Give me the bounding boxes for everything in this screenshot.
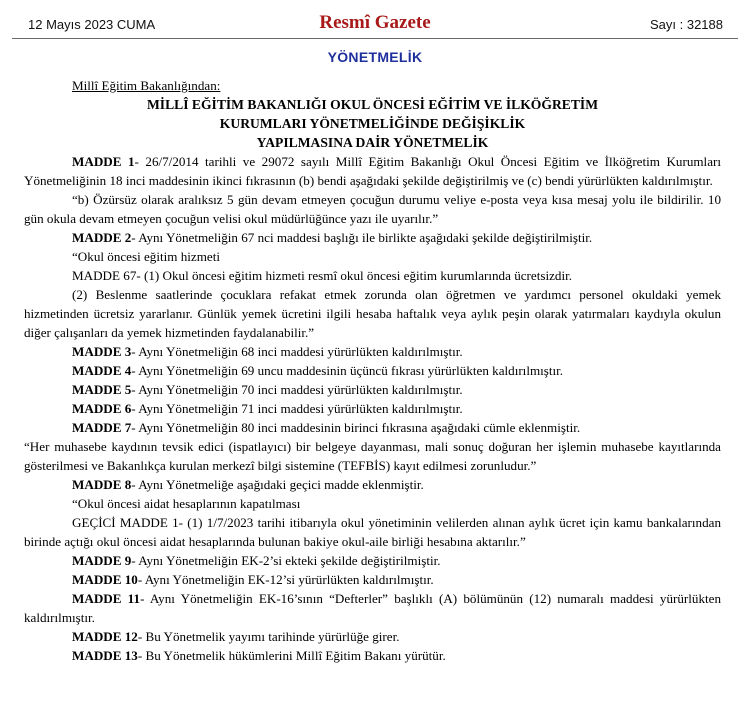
article-paragraph <box>24 437 721 475</box>
article-paragraph <box>24 152 721 190</box>
regulation-body <box>24 76 721 665</box>
article-text: - Aynı Yönetmeliğin 71 inci maddesi yürürlükten kaldırılmıştır. <box>131 401 463 416</box>
article-paragraph <box>24 551 721 570</box>
article-lead: MADDE 7 <box>72 420 132 435</box>
article-text: (2) Beslenme saatlerinde çocuklara refakat etmek zorunda olan öğretmen ve yardımcı personel okuldaki yemek hizmetinden ücretsiz yararlanır. Günlük yemek ücretini ilgili hesaba haftalık veya aylık peşin olarak yatırmaları kaydıyla okulun diğer çalışanları da yemek hizmetinden faydalanabilir.” <box>24 287 721 340</box>
article-lead: MADDE 10 <box>72 572 138 587</box>
article-paragraph <box>24 190 721 228</box>
article-text: - Aynı Yönetmeliğin EK-16’sının “Defterler” başlıklı (A) bölümünün (12) numaralı maddesi yürürlükten kaldırılmıştır. <box>24 591 721 625</box>
article-lead: MADDE 12 <box>72 629 138 644</box>
article-text: “b) Özürsüz olarak aralıksız 5 gün devam etmeyen çocuğun durumu veliye e-posta veya kısa mesaj yolu ile bildirilir. 10 gün okula devam etmeyen çocuğun velisi okul müdürlüğünce yazı ile uyarılır.” <box>24 192 721 226</box>
article-paragraph <box>24 266 721 285</box>
article-text: - Aynı Yönetmeliğin EK-2’si ekteki şekilde değiştirilmiştir. <box>131 553 441 568</box>
article-paragraph <box>24 361 721 380</box>
article-paragraph <box>24 380 721 399</box>
article-lead: MADDE 9 <box>72 553 132 568</box>
article-lead: MADDE 6 <box>72 401 132 416</box>
article-text: GEÇİCİ MADDE 1- (1) 1/7/2023 tarihi itibarıyla okul yönetiminin velilerden alınan aylık ücret için kamu bankalarından birinde açtığı okul öncesi aidat hesaplarında bulunan bakiye okul-aile birliği hesabına aktarılır.” <box>24 515 721 549</box>
article-text: - Aynı Yönetmeliğin 70 inci maddesi yürürlükten kaldırılmıştır. <box>131 382 463 397</box>
regulation-title-line: YAPILMASINA DAİR YÖNETMELİK <box>256 135 489 150</box>
article-lead: MADDE 4 <box>72 363 132 378</box>
article-paragraph <box>24 285 721 342</box>
issue-date: 12 Mayıs 2023 CUMA <box>28 17 156 32</box>
article-text: - Aynı Yönetmeliğin EK-12’si yürürlükten kaldırılmıştır. <box>137 572 434 587</box>
article-lead: MADDE 11 <box>72 591 141 606</box>
gazette-title: Resmî Gazete <box>319 12 431 33</box>
issuing-authority: Millî Eğitim Bakanlığından: <box>72 78 221 93</box>
regulation-title-line: MİLLÎ EĞİTİM BAKANLIĞI OKUL ÖNCESİ EĞİTİM VE İLKÖĞRETİM <box>146 97 599 112</box>
article-paragraph <box>24 228 721 247</box>
article-paragraph <box>24 494 721 513</box>
gazette-header <box>12 8 738 39</box>
article-paragraph <box>24 475 721 494</box>
article-text: - Bu Yönetmelik yayımı tarihinde yürürlüğe girer. <box>137 629 400 644</box>
article-lead: MADDE 8 <box>72 477 132 492</box>
article-lead: MADDE 5 <box>72 382 132 397</box>
article-paragraph <box>24 513 721 551</box>
article-text: - Bu Yönetmelik hükümlerini Millî Eğitim Bakanı yürütür. <box>137 648 446 663</box>
article-lead: MADDE 2 <box>72 230 132 245</box>
article-lead: MADDE 1 <box>72 154 135 169</box>
article-lead: MADDE 3 <box>72 344 132 359</box>
article-text: - Aynı Yönetmeliğin 68 inci maddesi yürürlükten kaldırılmıştır. <box>131 344 463 359</box>
article-paragraph <box>24 247 721 266</box>
article-paragraph <box>24 418 721 437</box>
article-text: “Okul öncesi aidat hesaplarının kapatılması <box>72 496 301 511</box>
article-text: - Aynı Yönetmeliğe aşağıdaki geçici madde eklenmiştir. <box>131 477 424 492</box>
article-text: “Her muhasebe kaydının tevsik edici (ispatlayıcı) bir belgeye dayanması, mali sonuç doğuran her işlemin muhasebe kayıtlarında gösterilmesi ve Bakanlıkça kurulan merkezî bilgi sistemine (TEFBİS) kayıt edilmesi zorunludur.” <box>24 439 721 473</box>
article-text: - 26/7/2014 tarihli ve 29072 sayılı Millî Eğitim Bakanlığı Okul Öncesi Eğitim ve İlköğretim Kurumları Yönetmeliğinin 18 inci maddesinin ikinci fıkrasının (b) bendi aşağıdaki şekilde değiştirilmiş ve (c) bendi yürürlükten kaldırılmıştır. <box>24 154 722 188</box>
article-paragraph <box>24 399 721 418</box>
article-text: - Aynı Yönetmeliğin 67 nci maddesi başlığı ile birlikte aşağıdaki şekilde değiştirilmiştir. <box>131 230 593 245</box>
regulation-title-line: KURUMLARI YÖNETMELİĞİNDE DEĞİŞİKLİK <box>219 116 526 131</box>
section-title: YÖNETMELİK <box>327 49 423 65</box>
article-paragraph <box>24 589 721 627</box>
article-paragraph <box>24 627 721 646</box>
article-text: - Aynı Yönetmeliğin 80 inci maddesinin birinci fıkrasına aşağıdaki cümle eklenmiştir. <box>131 420 581 435</box>
article-paragraph <box>24 646 721 665</box>
article-text: “Okul öncesi eğitim hizmeti <box>72 249 220 264</box>
article-paragraph <box>24 342 721 361</box>
article-text: MADDE 67- (1) Okul öncesi eğitim hizmeti resmî okul öncesi eğitim kurumlarında ücretsizdir. <box>72 268 572 283</box>
article-paragraph <box>24 570 721 589</box>
issue-number: Sayı : 32188 <box>650 17 723 32</box>
article-lead: MADDE 13 <box>72 648 138 663</box>
article-text: - Aynı Yönetmeliğin 69 uncu maddesinin üçüncü fıkrası yürürlükten kaldırılmıştır. <box>131 363 564 378</box>
